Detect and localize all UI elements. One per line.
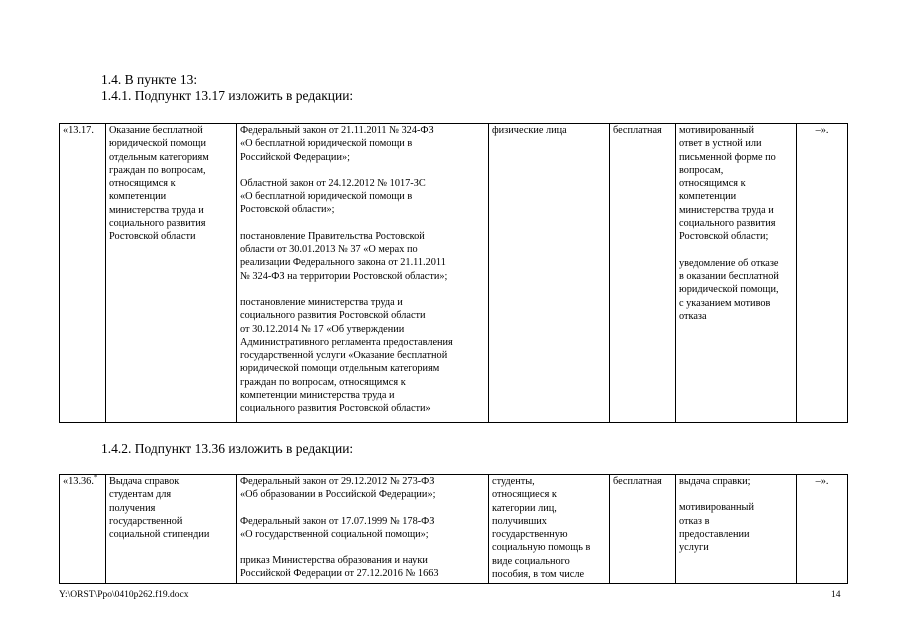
- service-name-cell: Выдача справок студентам для получения государственной социальной стипендии: [106, 475, 237, 584]
- table-row: [60, 124, 848, 423]
- payment-cell: бесплатная: [610, 124, 676, 423]
- services-table-13-36: [59, 474, 848, 584]
- subsection-1-title: 1.4.1. Подпункт 13.17 изложить в редакции:: [101, 88, 354, 103]
- recipients-cell: студенты, относящиеся к категории лиц, получивших государственную социальную помощь в виде социального пособия, в том числе: [489, 475, 610, 584]
- result-cell: выдача справки; мотивированный отказ в предоставлении услуги: [676, 475, 797, 584]
- service-name-cell: Оказание бесплатной юридической помощи отдельным категориям граждан по вопросам, относящимся к компетенции министерства труда и социального развития Ростовской области: [106, 124, 237, 423]
- end-mark-cell: –».: [797, 124, 848, 423]
- result-cell: мотивированный ответ в устной или письменной форме по вопросам, относящимся к компетенции министерства труда и социального развития Ростовской области; уведомление об отказе в оказании бесплатной юридической помощи, с указанием мотивов отказа: [676, 124, 797, 423]
- table-row: [60, 475, 848, 584]
- end-mark-cell: –».: [797, 475, 848, 584]
- item-number-cell: «13.36.*: [60, 475, 106, 584]
- section-title: 1.4. В пункте 13:: [101, 72, 198, 87]
- recipients-cell: физические лица: [489, 124, 610, 423]
- page-number: 14: [831, 590, 841, 600]
- legal-basis-cell: Федеральный закон от 29.12.2012 № 273-ФЗ «Об образовании в Российской Федерации»; Федеральный закон от 17.07.1999 № 178-ФЗ «О государственной социальной помощи»; приказ Министерства образования и науки Российской Федерации от 27.12.2016 № 1663: [237, 475, 489, 584]
- footer-file-path: Y:\ORST\Ppo\0410p262.f19.docx: [59, 590, 189, 600]
- item-number-cell: «13.17.: [60, 124, 106, 423]
- legal-basis-cell: Федеральный закон от 21.11.2011 № 324-ФЗ «О бесплатной юридической помощи в Российской Федерации»; Областной закон от 24.12.2012 № 1017-ЗС «О бесплатной юридической помощи в Ростовской области»; постановление Правительства Ростовской области от 30.01.2013 № 37 «О мерах по реализации Федерального закона от 21.11.2011 № 324-ФЗ на территории Ростовской области»; постановление министерства труда и социального развития Ростовской области от 30.12.2014 № 17 «Об утверждении Административного регламента предоставления государственной услуги «Оказание бесплатной юридической помощи отдельным категориям граждан по вопросам, относящимся к компетенции министерства труда и социального развития Ростовской области»: [237, 124, 489, 423]
- payment-cell: бесплатная: [610, 475, 676, 584]
- services-table-13-17: [59, 123, 848, 423]
- subsection-2-title: 1.4.2. Подпункт 13.36 изложить в редакции:: [101, 441, 354, 456]
